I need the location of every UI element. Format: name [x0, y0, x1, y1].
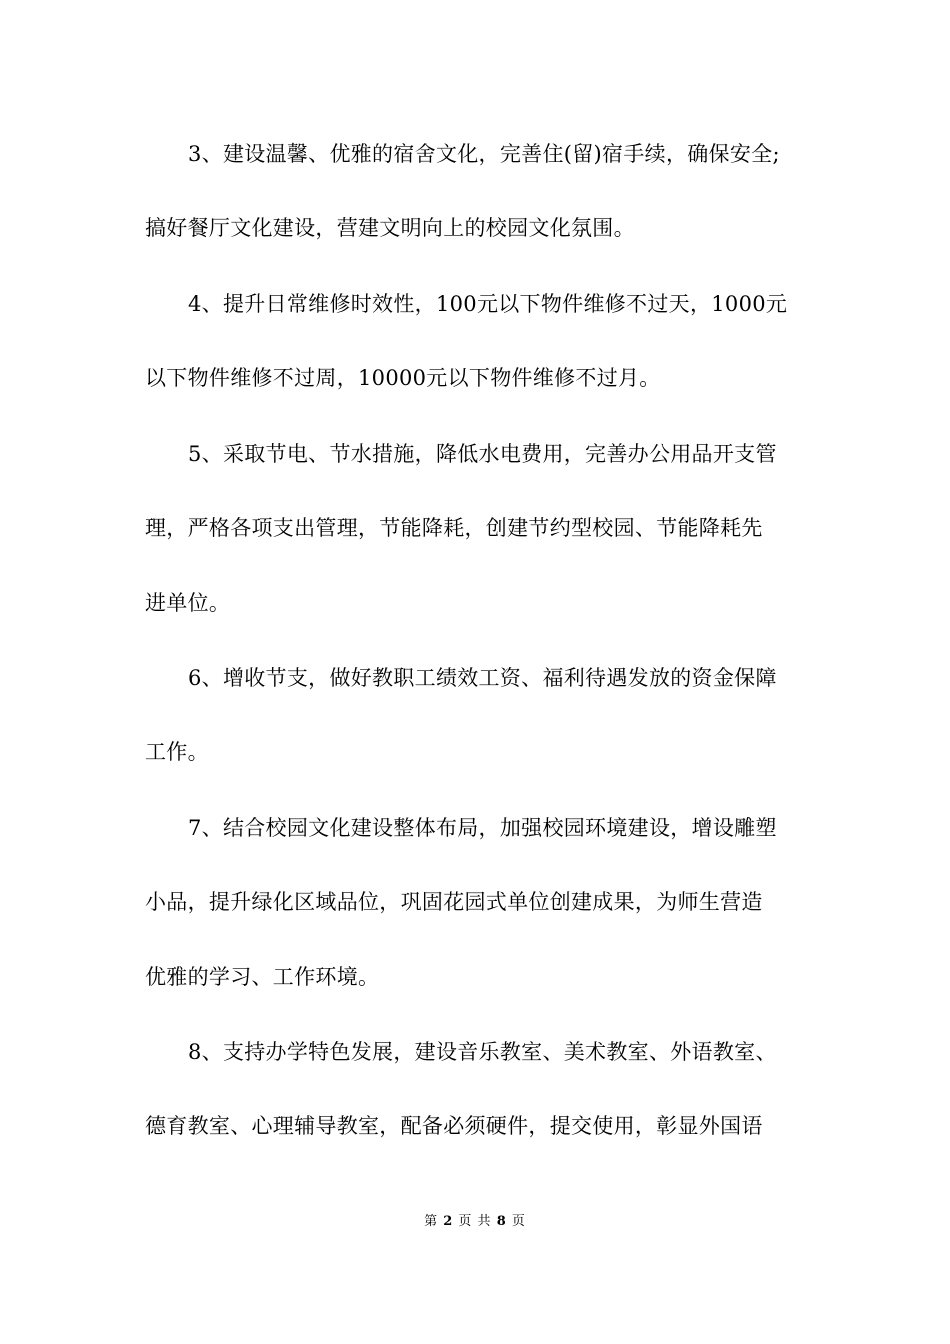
current-page-number: 2	[443, 1214, 454, 1229]
paragraph-7-line-2: 小品，提升绿化区域品位，巩固花园式单位创建成果，为师生营造	[145, 890, 763, 914]
paragraph-4-line-1: 4、提升日常维修时效性，100元以下物件维修不过天，1000元	[188, 292, 788, 316]
paragraph-3-line-2: 搞好餐厅文化建设，营建文明向上的校园文化氛围。	[145, 216, 635, 240]
footer-suffix: 页	[511, 1214, 526, 1229]
footer-middle: 页 共	[458, 1214, 492, 1229]
total-page-count: 8	[496, 1214, 507, 1229]
paragraph-5-line-1: 5、采取节电、节水措施，降低水电费用，完善办公用品开支管	[188, 442, 777, 466]
page-footer	[0, 1210, 950, 1229]
paragraph-5-line-2: 理，严格各项支出管理，节能降耗，创建节约型校园、节能降耗先	[145, 516, 763, 540]
paragraph-4-line-2: 以下物件维修不过周，10000元以下物件维修不过月。	[145, 366, 661, 390]
paragraph-8-line-2: 德育教室、心理辅导教室，配备必须硬件，提交使用，彰显外国语	[145, 1114, 763, 1138]
paragraph-5-line-3: 进单位。	[145, 591, 231, 615]
paragraph-6-line-1: 6、增收节支，做好教职工绩效工资、福利待遇发放的资金保障	[188, 666, 777, 690]
paragraph-8-line-1: 8、支持办学特色发展，建设音乐教室、美术教室、外语教室、	[188, 1040, 777, 1064]
paragraph-3-line-1: 3、建设温馨、优雅的宿舍文化，完善住(留)宿手续，确保安全;	[188, 142, 780, 166]
paragraph-7-line-1: 7、结合校园文化建设整体布局，加强校园环境建设，增设雕塑	[188, 816, 777, 840]
footer-prefix: 第	[424, 1214, 439, 1229]
paragraph-6-line-2: 工作。	[145, 740, 209, 764]
paragraph-7-line-3: 优雅的学习、工作环境。	[145, 965, 380, 989]
